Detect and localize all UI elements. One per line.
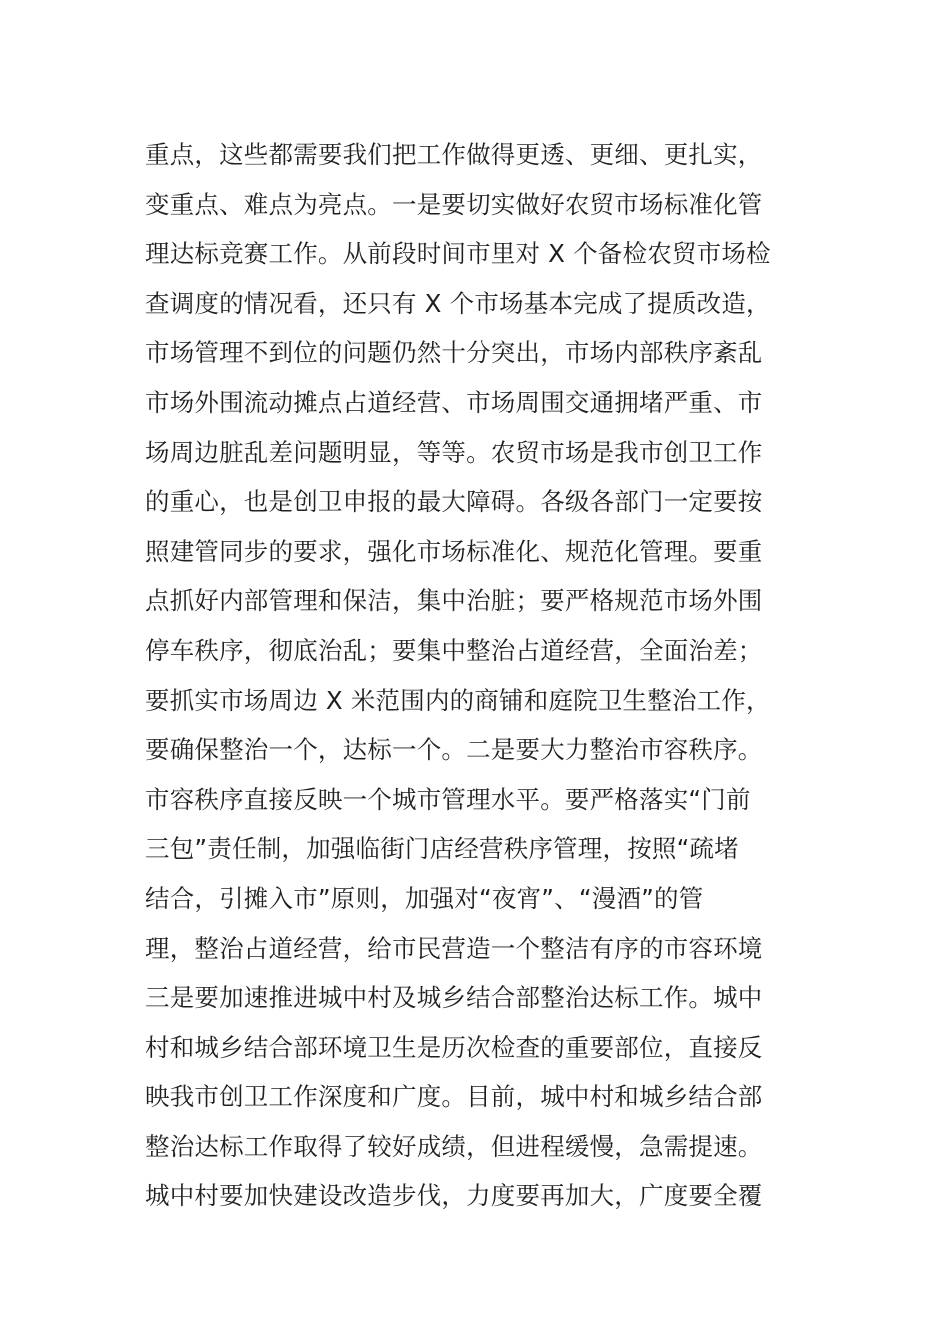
text-line: 结合，引摊入市”原则，加强对“夜宵”、“漫酒”的管 xyxy=(145,883,704,913)
text-line: 市场管理不到位的问题仍然十分突出，市场内部秩序紊乱 xyxy=(145,338,763,368)
text-line: 整治达标工作取得了较好成绩，但进程缓慢，急需提速。 xyxy=(145,1131,763,1161)
text-line: 三是要加速推进城中村及城乡结合部整治达标工作。城中 xyxy=(145,983,763,1013)
text-line: 查调度的情况看，还只有 X 个市场基本完成了提质改造， xyxy=(145,288,771,318)
text-line: 村和城乡结合部环境卫生是历次检查的重要部位，直接反 xyxy=(145,1032,763,1062)
text-line: 场周边脏乱差问题明显，等等。农贸市场是我市创卫工作 xyxy=(145,437,763,467)
text-line: 照建管同步的要求，强化市场标准化、规范化管理。要重 xyxy=(145,536,763,566)
text-line: 停车秩序，彻底治乱；要集中整治占道经营，全面治差； xyxy=(145,635,763,665)
text-line: 要抓实市场周边 X 米范围内的商铺和庭院卫生整治工作， xyxy=(145,685,771,715)
text-line: 变重点、难点为亮点。一是要切实做好农贸市场标准化管 xyxy=(145,189,763,219)
text-line: 市容秩序直接反映一个城市管理水平。要严格落实“门前 xyxy=(145,784,751,814)
body-text xyxy=(145,130,825,1221)
text-line: 点抓好内部管理和保洁，集中治脏；要严格规范市场外围 xyxy=(145,586,763,616)
text-line: 重点，这些都需要我们把工作做得更透、更细、更扎实， xyxy=(145,140,763,169)
text-line: 市场外围流动摊点占道经营、市场周围交通拥堵严重、市 xyxy=(145,387,763,417)
text-line: 的重心，也是创卫申报的最大障碍。各级各部门一定要按 xyxy=(145,487,763,517)
text-line: 理，整治占道经营，给市民营造一个整洁有序的市容环境 xyxy=(145,933,763,963)
text-line: 城中村要加快建设改造步伐，力度要再加大，广度要全覆 xyxy=(145,1181,763,1211)
text-line: 要确保整治一个，达标一个。二是要大力整治市容秩序。 xyxy=(145,735,763,765)
text-line: 映我市创卫工作深度和广度。目前，城中村和城乡结合部 xyxy=(145,1082,763,1112)
text-line: 三包”责任制，加强临街门店经营秩序管理，按照“疏堵 xyxy=(145,834,739,864)
text-line: 理达标竞赛工作。从前段时间市里对 X 个备检农贸市场检 xyxy=(145,239,771,269)
